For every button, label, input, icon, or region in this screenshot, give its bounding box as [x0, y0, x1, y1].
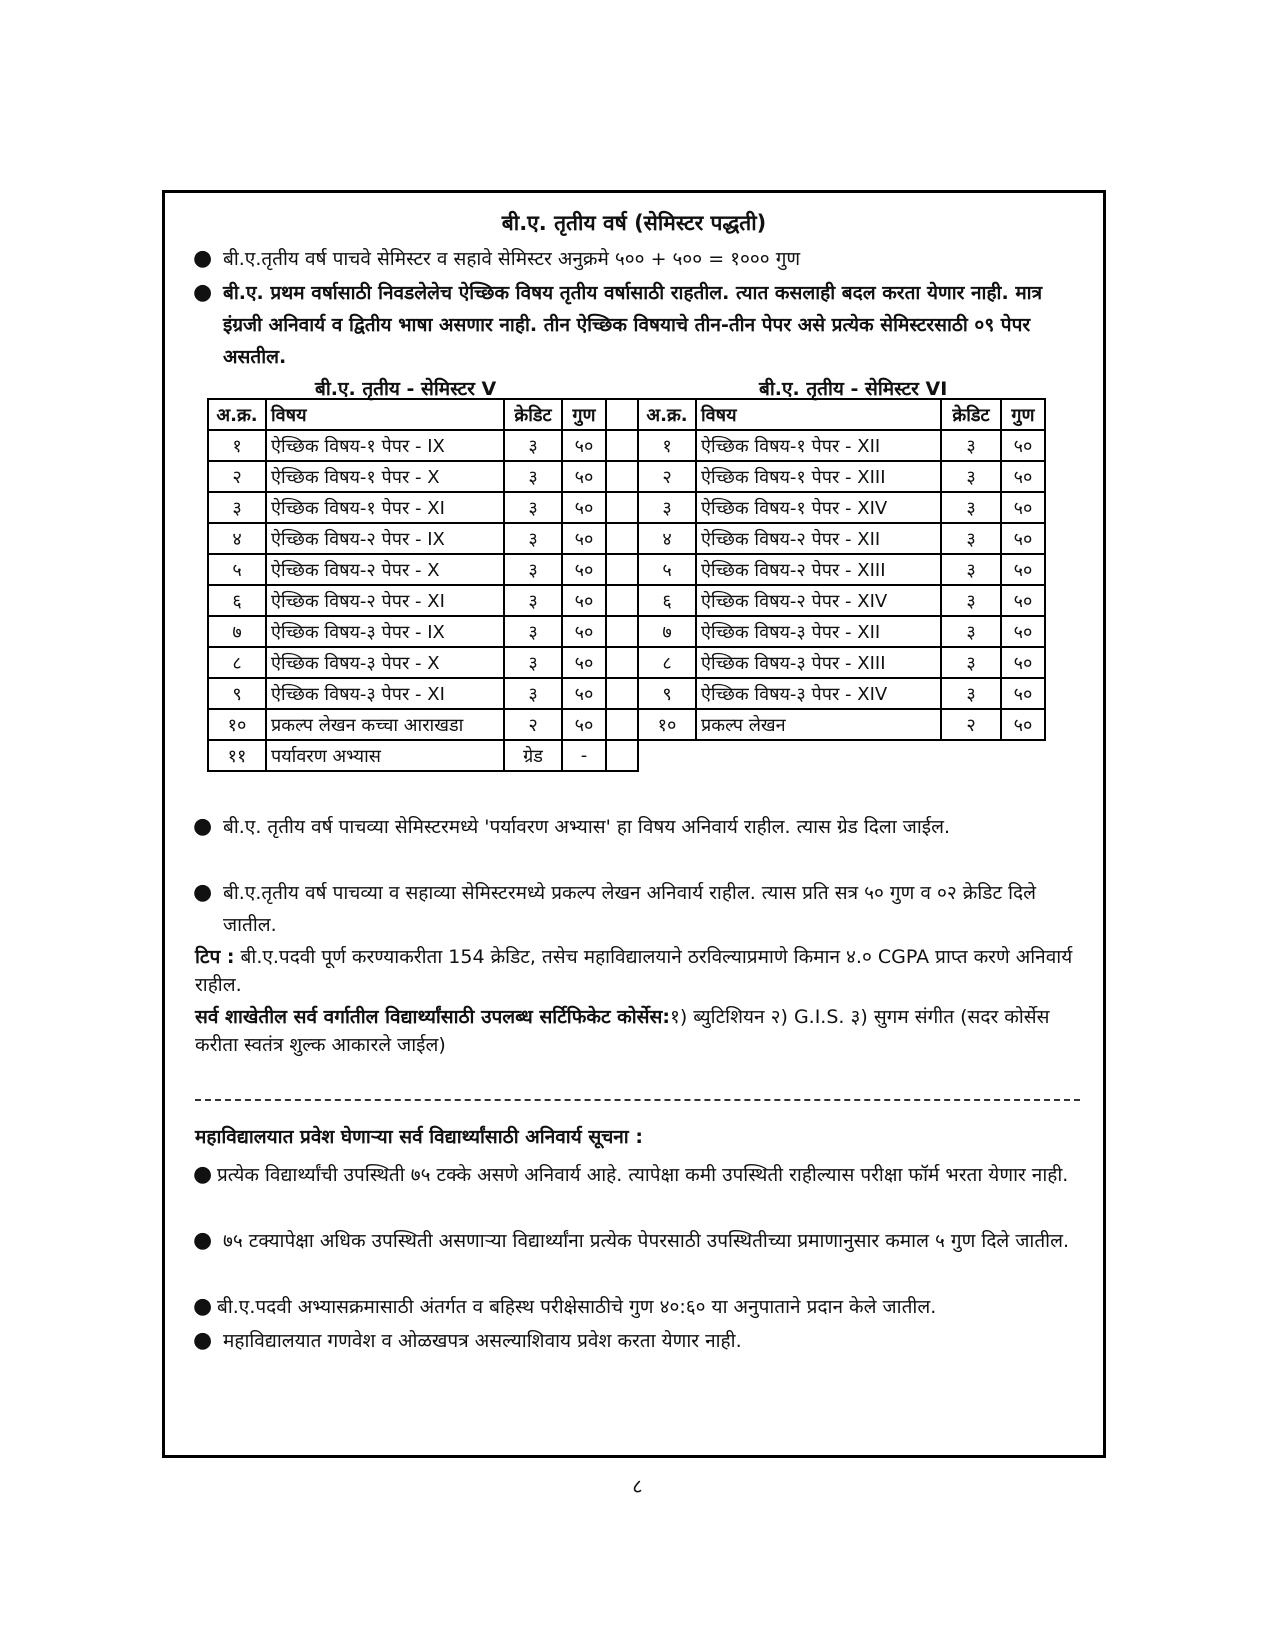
- bullet-icon: ●: [193, 1294, 213, 1319]
- table-cell: -: [562, 740, 606, 771]
- table-cell: ३: [504, 554, 562, 585]
- bullet-item: [195, 877, 1080, 941]
- table-cell: ३: [941, 554, 1001, 585]
- table-spacer-cell: [606, 523, 638, 554]
- table-row: [208, 647, 638, 678]
- bullet-text: बी.ए. प्रथम वर्षासाठी निवडलेलेच ऐच्छिक विषय तृतीय वर्षासाठी राहतील. त्यात कसलाही बदल करता येणार नाही. मात्र इंग्रजी अनिवार्य व द्वितीय भाषा असणार नाही. तीन ऐच्छिक विषयाचे तीन-तीन पेपर असे प्रत्येक सेमिस्टरसाठी ०९ पेपर असतील.: [223, 282, 1043, 368]
- table-cell: ऐच्छिक विषय-२ पेपर - XIII: [696, 554, 941, 585]
- table-cell: ५०: [562, 461, 606, 492]
- bullet-icon: ●: [193, 880, 213, 905]
- table-cell: ३: [941, 616, 1001, 647]
- table-cell: ऐच्छिक विषय-३ पेपर - IX: [266, 616, 504, 647]
- table-row: [638, 709, 1045, 740]
- table-cell: ऐच्छिक विषय-१ पेपर - IX: [266, 430, 504, 461]
- table-cell: ३: [504, 678, 562, 709]
- table-spacer-cell: [606, 430, 638, 461]
- table-cell: ५०: [562, 616, 606, 647]
- notice-item: [195, 1291, 1080, 1323]
- table-cell: ५०: [562, 554, 606, 585]
- table-cell: ३: [504, 647, 562, 678]
- table-cell: ऐच्छिक विषय-१ पेपर - XII: [696, 430, 941, 461]
- sem6-heading: बी.ए. तृतीय - सेमिस्टर VI: [759, 378, 948, 400]
- table-cell: ऐच्छिक विषय-१ पेपर - XIII: [696, 461, 941, 492]
- table-cell: ६: [208, 585, 266, 616]
- page-number: ८: [632, 1474, 643, 1498]
- table-cell: ऐच्छिक विषय-२ पेपर - XIV: [696, 585, 941, 616]
- table-cell: प्रकल्प लेखन: [696, 709, 941, 740]
- dashed-divider: [195, 1099, 1080, 1101]
- table-cell: ऐच्छिक विषय-२ पेपर - X: [266, 554, 504, 585]
- table-cell: ३: [504, 585, 562, 616]
- table-spacer-cell: [606, 554, 638, 585]
- table-cell: ऐच्छिक विषय-३ पेपर - XII: [696, 616, 941, 647]
- bullet-icon: ●: [193, 1328, 213, 1353]
- notice-item: [195, 1159, 1080, 1191]
- bullet-icon: ●: [193, 1228, 213, 1253]
- table-cell: प्रकल्प लेखन कच्चा आराखडा: [266, 709, 504, 740]
- table-cell: ३: [941, 523, 1001, 554]
- table-row: [208, 740, 638, 771]
- table-cell: ५०: [1001, 554, 1045, 585]
- table-cell: ऐच्छिक विषय-२ पेपर - IX: [266, 523, 504, 554]
- table-cell: ३: [504, 430, 562, 461]
- table-cell: ४: [638, 523, 696, 554]
- table-spacer-cell: [606, 585, 638, 616]
- table-header-cell: क्रेडिट: [941, 399, 1001, 430]
- sem6-table: [637, 398, 1046, 741]
- notice-item: [195, 1225, 1080, 1257]
- table-cell: ५०: [562, 709, 606, 740]
- table-cell: ८: [208, 647, 266, 678]
- bullet-item: [195, 277, 1080, 373]
- table-spacer-cell: [606, 616, 638, 647]
- table-row: [638, 430, 1045, 461]
- notice-text: बी.ए.पदवी अभ्यासक्रमासाठी अंतर्गत व बहिस्थ परीक्षेसाठीचे गुण ४०:६० या अनुपाताने प्रदान केले जातील.: [217, 1296, 937, 1318]
- table-cell: ६: [638, 585, 696, 616]
- table-cell: ५०: [1001, 523, 1045, 554]
- bullet-icon: ●: [193, 814, 213, 839]
- table-cell: २: [504, 709, 562, 740]
- table-cell: ५०: [1001, 709, 1045, 740]
- table-row: [208, 616, 638, 647]
- table-cell: ५०: [1001, 678, 1045, 709]
- table-cell: ५०: [1001, 585, 1045, 616]
- table-cell: ५०: [562, 647, 606, 678]
- table-cell: ऐच्छिक विषय-३ पेपर - XIII: [696, 647, 941, 678]
- table-cell: ऐच्छिक विषय-१ पेपर - X: [266, 461, 504, 492]
- table-cell: ऐच्छिक विषय-२ पेपर - XI: [266, 585, 504, 616]
- table-cell: ऐच्छिक विषय-१ पेपर - XIV: [696, 492, 941, 523]
- tip-text: बी.ए.पदवी पूर्ण करण्याकरीता 154 क्रेडिट, तसेच महाविद्यालयाने ठरविल्याप्रमाणे किमान ४.० CGPA प्राप्त करणे अनिवार्य राहील.: [195, 946, 1073, 996]
- bullet-icon: ●: [193, 1162, 213, 1187]
- table-cell: ३: [941, 585, 1001, 616]
- page-frame: [162, 190, 1106, 1458]
- bullet-text: बी.ए.तृतीय वर्ष पाचव्या व सहाव्या सेमिस्टरमध्ये प्रकल्प लेखन अनिवार्य राहील. त्यास प्रति सत्र ५० गुण व ०२ क्रेडिट दिले जातील.: [223, 882, 1036, 936]
- table-cell: ५०: [1001, 616, 1045, 647]
- tip-label: टिप :: [195, 946, 235, 968]
- certificate-text: १) ब्युटिशियन २) G.I.S. ३) सुगम संगीत (सदर कोर्सेस करीता स्वतंत्र शुल्क आकारले जाईल): [195, 1006, 1050, 1056]
- table-cell: ५०: [1001, 461, 1045, 492]
- table-cell: १: [208, 430, 266, 461]
- table-row: [638, 647, 1045, 678]
- table-row: [208, 492, 638, 523]
- table-cell: ऐच्छिक विषय-२ पेपर - XII: [696, 523, 941, 554]
- table-cell: २: [638, 461, 696, 492]
- table-cell: ५: [208, 554, 266, 585]
- bullet-item: [195, 811, 1080, 843]
- table-header-row: [208, 399, 638, 430]
- table-cell: ७: [638, 616, 696, 647]
- table-row: [638, 492, 1045, 523]
- table-cell: ३: [504, 461, 562, 492]
- table-cell: ५०: [562, 585, 606, 616]
- notice-item: [195, 1325, 1080, 1357]
- table-row: [638, 616, 1045, 647]
- table-cell: ५०: [1001, 647, 1045, 678]
- table-cell: ऐच्छिक विषय-३ पेपर - XI: [266, 678, 504, 709]
- table-spacer-cell: [606, 678, 638, 709]
- bullet-icon: ●: [193, 280, 213, 305]
- table-cell: ३: [941, 461, 1001, 492]
- table-cell: ९: [208, 678, 266, 709]
- table-cell: ५०: [562, 492, 606, 523]
- table-cell: ग्रेड: [504, 740, 562, 771]
- table-row: [638, 585, 1045, 616]
- table-row: [638, 523, 1045, 554]
- notice-text: ७५ टक्यापेक्षा अधिक उपस्थिती असणाऱ्या विद्यार्थ्यांना प्रत्येक पेपरसाठी उपस्थितीच्या प्रमाणानुसार कमाल ५ गुण दिले जातील.: [223, 1230, 1070, 1252]
- table-cell: ४: [208, 523, 266, 554]
- table-row: [638, 678, 1045, 709]
- table-cell: ३: [941, 492, 1001, 523]
- table-header-row: [638, 399, 1045, 430]
- table-cell: ११: [208, 740, 266, 771]
- bullet-text: बी.ए.तृतीय वर्ष पाचवे सेमिस्टर व सहावे सेमिस्टर अनुक्रमे ५०० + ५०० = १००० गुण: [223, 248, 801, 270]
- table-cell: ५०: [562, 678, 606, 709]
- table-spacer-cell: [606, 461, 638, 492]
- table-row: [208, 430, 638, 461]
- table-cell: ५०: [1001, 430, 1045, 461]
- table-cell: ८: [638, 647, 696, 678]
- table-cell: ऐच्छिक विषय-३ पेपर - XIV: [696, 678, 941, 709]
- certificate-note: [195, 1003, 1080, 1059]
- table-header-cell: अ.क्र.: [638, 399, 696, 430]
- table-cell: ऐच्छिक विषय-३ पेपर - X: [266, 647, 504, 678]
- table-header-cell: गुण: [562, 399, 606, 430]
- table-row: [208, 709, 638, 740]
- table-cell: ३: [638, 492, 696, 523]
- notice-heading: महाविद्यालयात प्रवेश घेणाऱ्या सर्व विद्यार्थ्यांसाठी अनिवार्य सूचना :: [195, 1126, 643, 1148]
- table-cell: ५: [638, 554, 696, 585]
- table-cell: ३: [941, 430, 1001, 461]
- table-header-cell: क्रेडिट: [504, 399, 562, 430]
- table-row: [208, 678, 638, 709]
- table-cell: ३: [504, 523, 562, 554]
- tip-note: [195, 943, 1080, 999]
- table-cell: ७: [208, 616, 266, 647]
- table-cell: १: [638, 430, 696, 461]
- table-cell: ३: [941, 678, 1001, 709]
- table-cell: ३: [941, 647, 1001, 678]
- page-title: बी.ए. तृतीय वर्ष (सेमिस्टर पद्धती): [501, 211, 767, 235]
- table-spacer-cell: [606, 709, 638, 740]
- table-header-cell: गुण: [1001, 399, 1045, 430]
- table-cell: ९: [638, 678, 696, 709]
- table-cell: पर्यावरण अभ्यास: [266, 740, 504, 771]
- table-spacer-cell: [606, 740, 638, 771]
- certificate-label: सर्व शाखेतील सर्व वर्गातील विद्यार्थ्यांसाठी उपलब्ध सर्टिफिकेट कोर्सेस:: [195, 1006, 670, 1028]
- table-cell: ५०: [562, 523, 606, 554]
- sem5-table: [207, 398, 639, 772]
- table-row: [208, 461, 638, 492]
- table-spacer-cell: [606, 647, 638, 678]
- table-row: [638, 461, 1045, 492]
- table-cell: १०: [208, 709, 266, 740]
- bullet-text: बी.ए. तृतीय वर्ष पाचव्या सेमिस्टरमध्ये 'पर्यावरण अभ्यास' हा विषय अनिवार्य राहील. त्यास ग्रेड दिला जाईल.: [223, 816, 950, 838]
- table-row: [208, 554, 638, 585]
- table-row: [638, 554, 1045, 585]
- table-header-cell: विषय: [696, 399, 941, 430]
- table-cell: २: [941, 709, 1001, 740]
- table-header-cell: विषय: [266, 399, 504, 430]
- table-cell: २: [208, 461, 266, 492]
- table-cell: ऐच्छिक विषय-१ पेपर - XI: [266, 492, 504, 523]
- notice-text: महाविद्यालयात गणवेश व ओळखपत्र असल्याशिवाय प्रवेश करता येणार नाही.: [223, 1330, 742, 1352]
- table-header-cell: अ.क्र.: [208, 399, 266, 430]
- table-cell: १०: [638, 709, 696, 740]
- table-cell: ३: [504, 616, 562, 647]
- table-spacer-cell: [606, 492, 638, 523]
- table-row: [208, 523, 638, 554]
- notice-text: प्रत्येक विद्यार्थ्यांची उपस्थिती ७५ टक्के असणे अनिवार्य आहे. त्यापेक्षा कमी उपस्थिती राहील्यास परीक्षा फॉर्म भरता येणार नाही.: [217, 1164, 1069, 1186]
- bullet-item: [195, 243, 1080, 275]
- table-cell: ३: [208, 492, 266, 523]
- table-cell: ५०: [1001, 492, 1045, 523]
- bullet-icon: ●: [193, 246, 213, 271]
- table-cell: ५०: [562, 430, 606, 461]
- table-spacer-cell: [606, 399, 638, 430]
- table-row: [208, 585, 638, 616]
- table-cell: ३: [504, 492, 562, 523]
- sem5-heading: बी.ए. तृतीय - सेमिस्टर V: [315, 378, 497, 400]
